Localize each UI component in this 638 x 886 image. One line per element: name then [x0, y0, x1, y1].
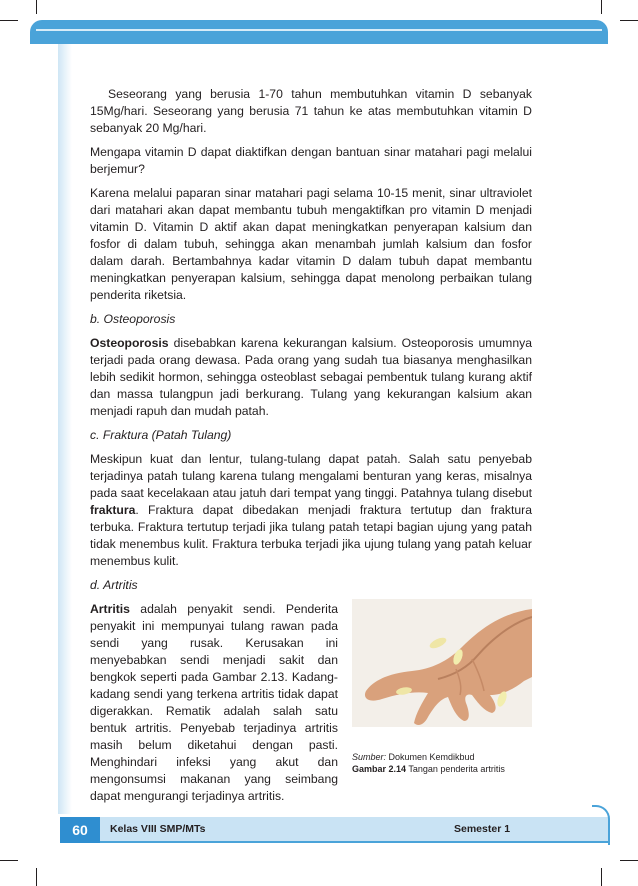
- crop-mark: [0, 20, 18, 21]
- crop-mark: [36, 868, 37, 886]
- crop-mark: [601, 868, 602, 886]
- source-text: Dokumen Kemdikbud: [386, 752, 475, 762]
- section-heading-osteoporosis: b. Osteoporosis: [90, 312, 176, 326]
- paragraph: Mengapa vitamin D dapat diaktifkan dengan bantuan sinar matahari pagi melalui berjemur?: [90, 145, 532, 176]
- crop-mark: [620, 860, 638, 861]
- arthritis-hand-photo: [352, 599, 532, 727]
- footer-class-label: Kelas VIII SMP/MTs: [110, 823, 206, 835]
- paragraph-artritis: [90, 601, 338, 805]
- crop-mark: [620, 20, 638, 21]
- paragraph-text: . Fraktura dapat dibedakan menjadi fraktura tertutup dan fraktura terbuka. Fraktura tertutup terjadi jika tulang patah tetapi bagian ujung yang patah tidak menembus kulit. Fraktura terbuka terjadi jika ujung tulang yang patah keluar menembus kulit.: [90, 503, 532, 568]
- footer-corner: [592, 805, 610, 845]
- source-label: Sumber:: [352, 752, 387, 762]
- paragraph: Karena melalui paparan sinar matahari pagi selama 10-15 menit, sinar ultraviolet dari matahari akan dapat membantu tubuh mengaktifkan pro vitamin D menjadi vitamin D. Vitamin D aktif akan dapat meningkatkan penyerapan kalsium dan fosfor di dalam tubuh, sehingga akan menambah jumlah kalsium dan fosfor dalam darah. Bertambahnya kadar vitamin D dalam tubuh dapat membantu meningkatkan penyerapan kalsium, sehingga dapat menolong perbaikan tulang penderita riketsia.: [90, 186, 532, 302]
- margin-rule: [58, 44, 72, 814]
- header-band: [30, 20, 608, 44]
- figure-caption-text: Tangan penderita artritis: [406, 764, 505, 774]
- paragraph-osteoporosis: [90, 335, 532, 420]
- term: fraktura: [90, 503, 136, 517]
- crop-mark: [36, 0, 37, 14]
- crop-mark: [0, 860, 18, 861]
- hand-illustration: [352, 599, 532, 727]
- section-heading-artritis: d. Artritis: [90, 578, 138, 592]
- crop-mark: [601, 0, 602, 14]
- artritis-section: [90, 601, 532, 803]
- figure-title: [352, 763, 532, 775]
- paragraph-text: Meskipun kuat dan lentur, tulang-tulang dapat patah. Salah satu penyebab terjadinya patah tulang karena tulang mengalami benturan yang keras, misalnya pada saat kecelakaan atau jatuh dari tempat yang tinggi. Patahnya tulang disebut: [90, 452, 532, 500]
- term: Osteoporosis: [90, 336, 169, 350]
- term: Artritis: [90, 602, 130, 616]
- paragraph-fraktura: [90, 451, 532, 570]
- page-content: [90, 86, 532, 803]
- figure-number: Gambar 2.14: [352, 764, 407, 774]
- figure-caption: [352, 751, 532, 775]
- page-number: 60: [60, 817, 100, 843]
- figure-source: [352, 751, 532, 763]
- paragraph: Seseorang yang berusia 1-70 tahun membutuhkan vitamin D sebanyak 15Mg/hari. Seseorang yang berusia 71 tahun ke atas membutuhkan vitamin D sebanyak 20 Mg/hari.: [90, 87, 532, 135]
- footer-rule: [100, 841, 608, 843]
- section-heading-fraktura: c. Fraktura (Patah Tulang): [90, 428, 232, 442]
- footer-semester-label: Semester 1: [454, 823, 511, 835]
- paragraph-text: disebabkan karena kekurangan kalsium. Osteoporosis umumnya terjadi pada orang dewasa. Pada orang yang sudah tua biasanya menghasilkan lebih sedikit hormon, sehingga osteoblast sebagai pembentuk tulang kurang aktif dan massa tulangpun jadi berkurang. Tulang yang kekurangan kalsium akan menjadi rapuh dan mudah patah.: [90, 336, 532, 418]
- paragraph-text: adalah penyakit sendi. Penderita penyakit ini mempunyai tulang rawan pada sendi yang rusak. Kerusakan ini menyebabkan sendi menjadi sakit dan bengkok seperti pada Gambar 2.13. Kadang-kadang sendi yang terkena artritis tidak dapat digerakkan. Rematik adalah salah satu bentuk artritis. Penyebab terjadinya artritis masih belum diketahui dengan pasti. Menghindari infeksi yang akut dan mengonsumsi makanan yang seimbang dapat mengurangi terjadinya artritis.: [90, 602, 338, 803]
